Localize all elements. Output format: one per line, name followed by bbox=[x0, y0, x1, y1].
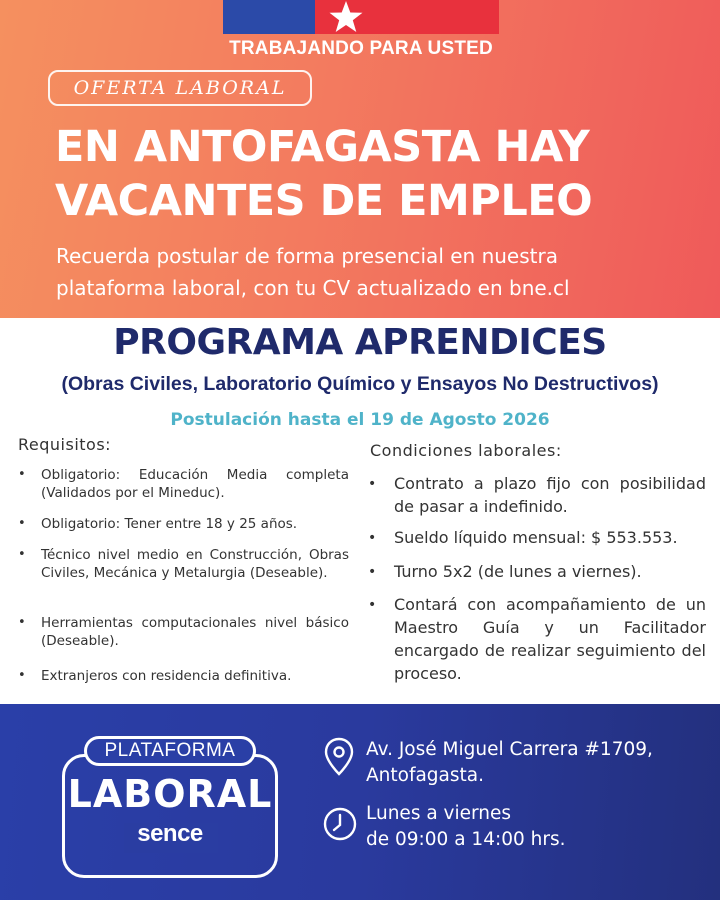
headline-line-1: EN ANTOFAGASTA HAY bbox=[55, 122, 590, 172]
logo-main-label: LABORAL bbox=[67, 772, 273, 816]
conditions-title: Condiciones laborales: bbox=[370, 441, 562, 460]
bullet-icon: • bbox=[18, 516, 26, 531]
bullet-icon: • bbox=[18, 547, 26, 562]
application-deadline: Postulación hasta el 19 de Agosto 2026 bbox=[170, 410, 550, 430]
program-subtitle: (Obras Civiles, Laboratorio Químico y Ensayos No Destructivos) bbox=[61, 373, 659, 395]
offer-badge: OFERTA LABORAL bbox=[48, 70, 312, 106]
chile-flag-star-icon bbox=[326, 0, 366, 34]
clock-icon bbox=[322, 806, 358, 842]
headline bbox=[55, 120, 705, 228]
subline-line-1: Recuerda postular de forma presencial en nuestra bbox=[56, 244, 558, 268]
address-line-1: Av. José Miguel Carrera #1709, bbox=[366, 739, 653, 760]
location-pin-icon bbox=[322, 736, 356, 778]
sence-logo: sence bbox=[137, 820, 203, 847]
address-line-2: Antofagasta. bbox=[366, 765, 484, 786]
headline-line-2: VACANTES DE EMPLEO bbox=[55, 176, 593, 226]
footer-banner bbox=[0, 704, 720, 900]
subline bbox=[56, 240, 706, 304]
bullet-icon: • bbox=[368, 476, 377, 492]
bullet-icon: • bbox=[18, 467, 26, 482]
hours-line-2: de 09:00 a 14:00 hrs. bbox=[366, 829, 566, 850]
requirements-title: Requisitos: bbox=[18, 435, 112, 454]
bullet-icon: • bbox=[368, 564, 377, 580]
bullet-icon: • bbox=[18, 615, 26, 630]
program-title: PROGRAMA APRENDICES bbox=[113, 322, 607, 363]
bullet-icon: • bbox=[18, 668, 26, 683]
bullet-icon: • bbox=[368, 530, 377, 546]
logo-top-label: PLATAFORMA bbox=[84, 736, 256, 766]
hours-line-1: Lunes a viernes bbox=[366, 803, 512, 824]
bullet-icon: • bbox=[368, 597, 377, 613]
header-banner bbox=[0, 0, 720, 318]
subline-line-2: plataforma laboral, con tu CV actualizado en bne.cl bbox=[56, 276, 570, 300]
government-slogan: TRABAJANDO PARA USTED bbox=[229, 38, 493, 59]
